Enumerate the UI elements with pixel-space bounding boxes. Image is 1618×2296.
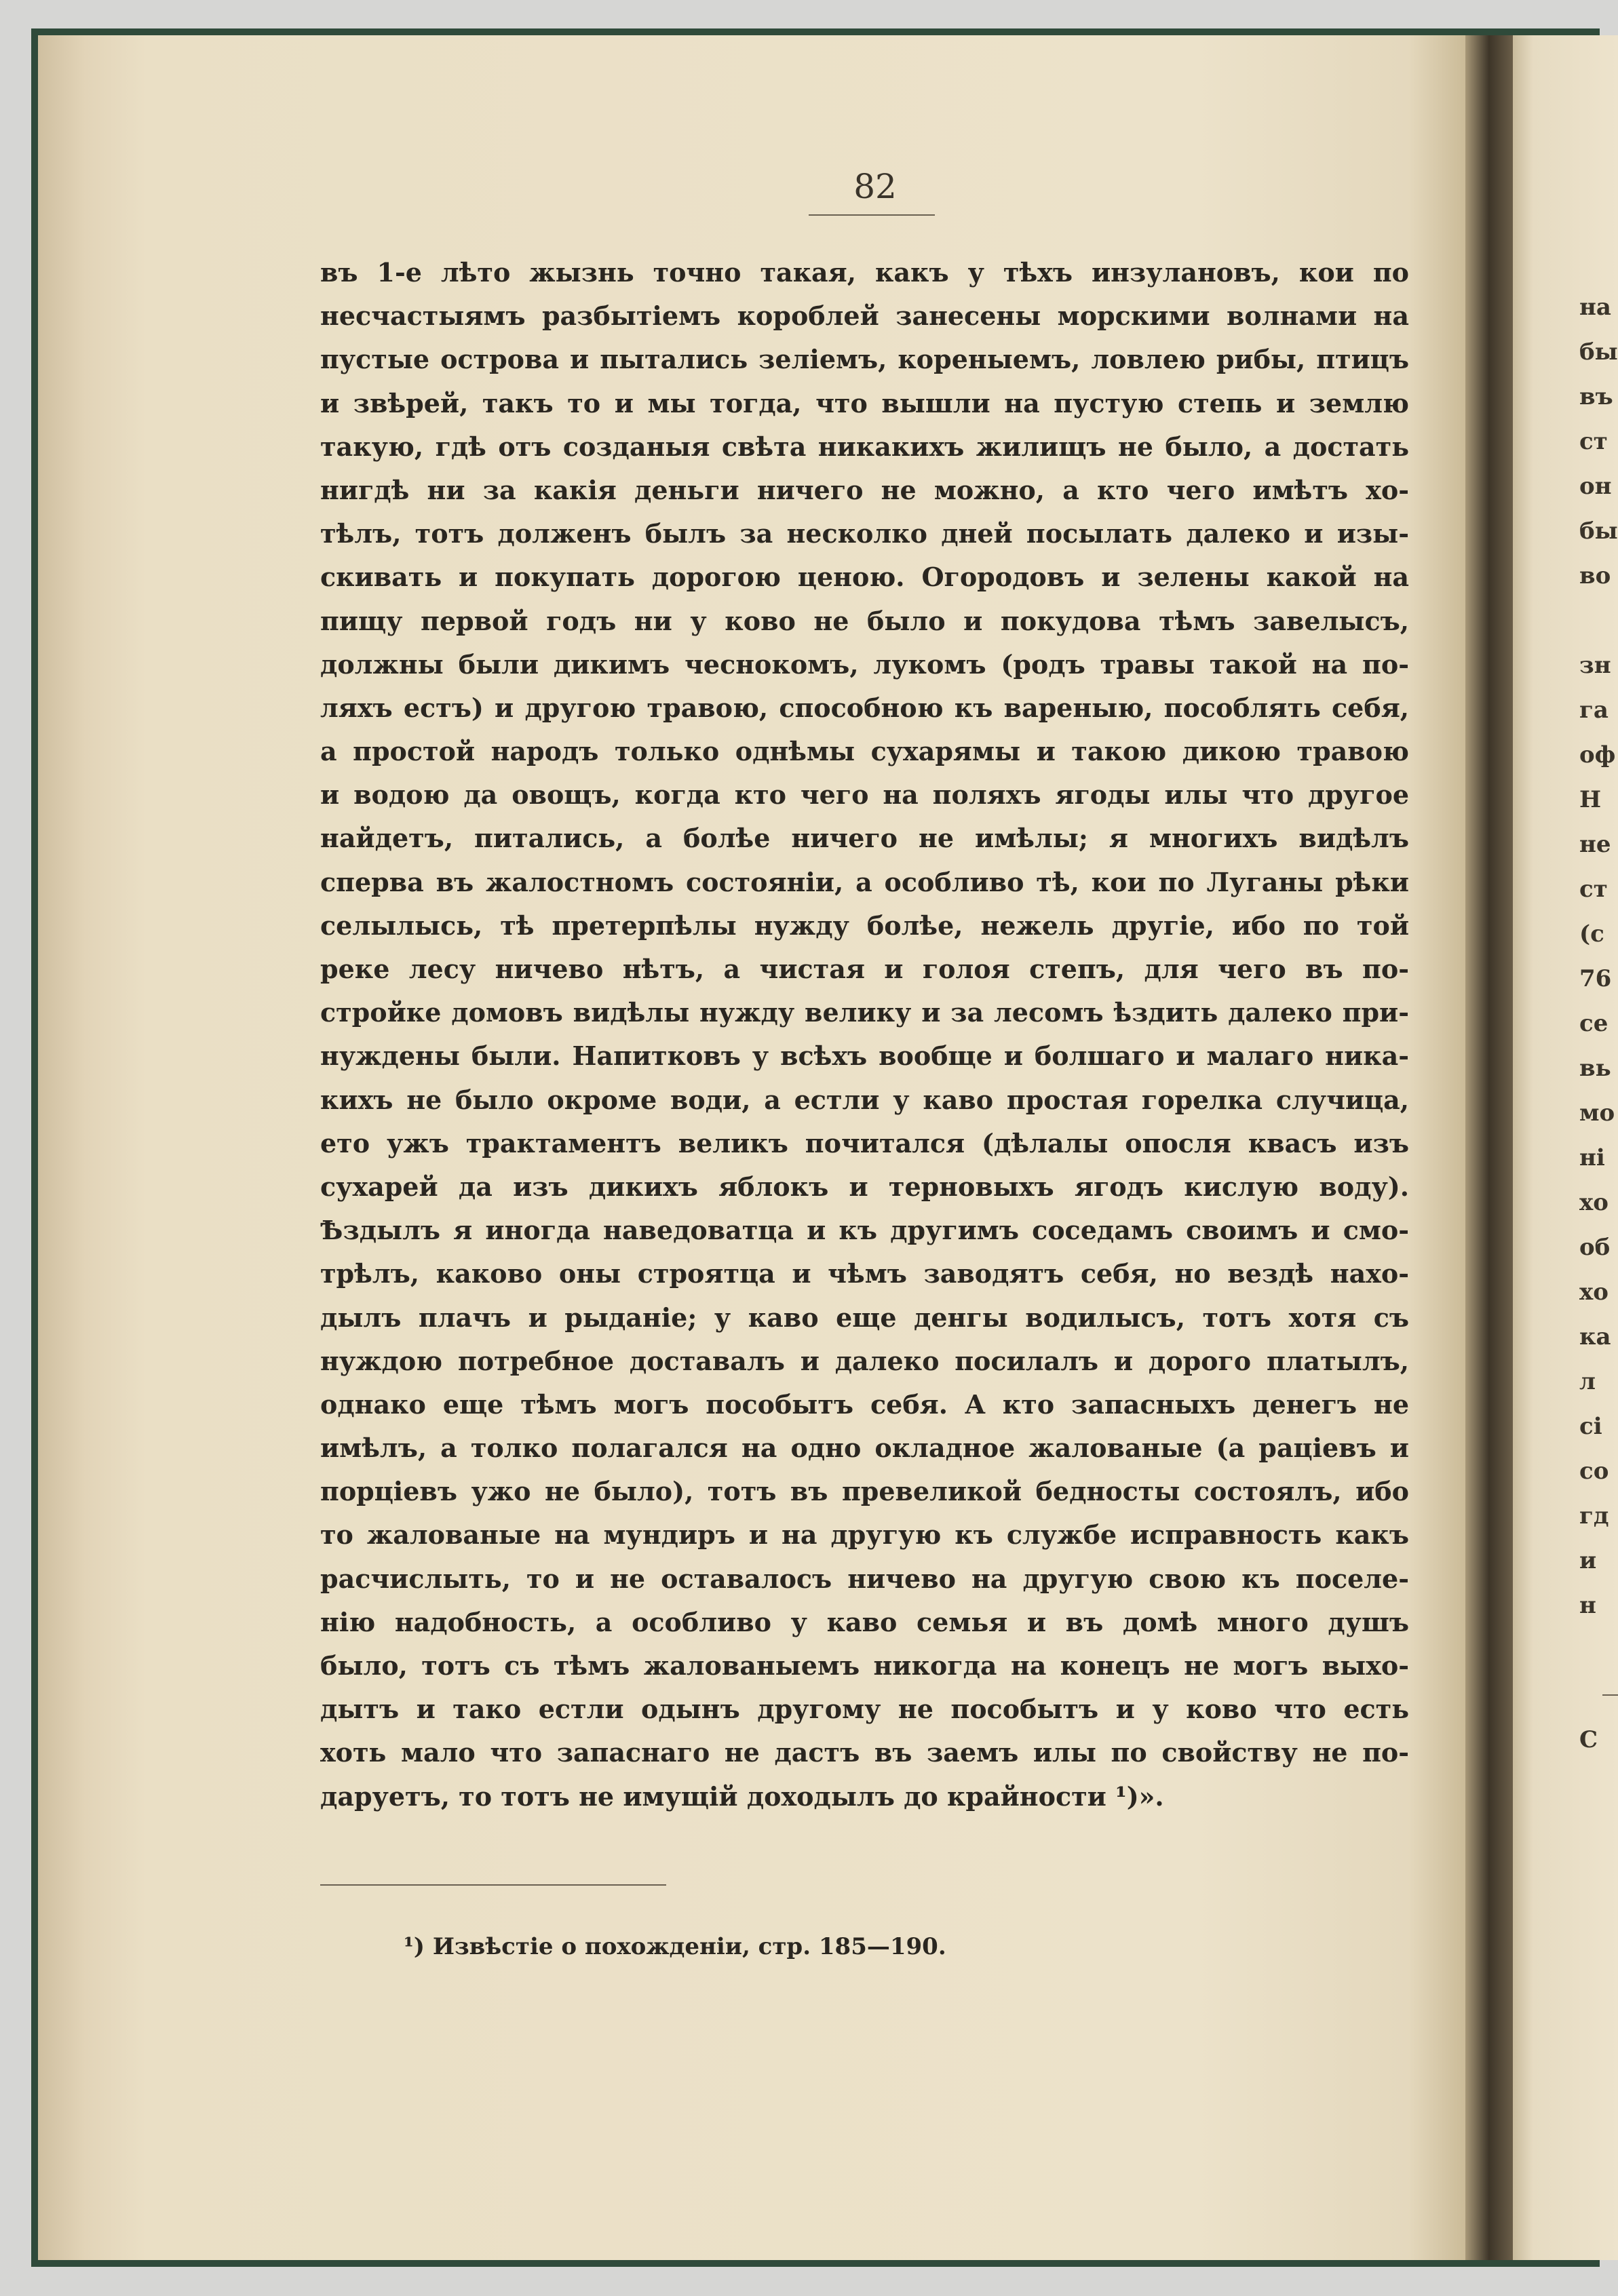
text-line: расчислыть, то и не оставалосъ ничево на другую свою къ поселе- [320, 1563, 1409, 1594]
facing-page-text [1579, 285, 1618, 1762]
facing-fragment: Н [1579, 786, 1602, 813]
text-line: стройке домовъ видѣлы нужду велику и за лесомъ ѣздить далеко при- [320, 997, 1409, 1028]
facing-fragment: сі [1579, 1413, 1602, 1440]
text-line: то жалованые на мундиръ и на другую къ службе исправность какъ [320, 1519, 1409, 1551]
text-line: трѣлъ, каково оны строятца и чѣмъ заводятъ себя, но вездѣ нахо- [320, 1258, 1409, 1289]
facing-fragment: хо [1579, 1279, 1609, 1306]
facing-fragment: он [1579, 473, 1612, 500]
facing-fragment: зн [1579, 652, 1611, 679]
text-line: нуждою потребное доставалъ и далеко посилалъ и дорого платылъ, [320, 1345, 1409, 1376]
text-line: сперва въ жалостномъ состояніи, а особливо тѣ, кои по Луганы рѣки [320, 866, 1409, 897]
text-line: имѣлъ, а толко полагался на одно окладное жалованые (а раціевъ и [320, 1433, 1409, 1464]
facing-fragment: вь [1579, 1055, 1611, 1082]
facing-fragment: С [1579, 1726, 1598, 1753]
text-line: пищу первой годъ ни у ково не было и покудова тѣмъ завелысъ, [320, 605, 1409, 636]
page-number-rule [809, 214, 935, 216]
page-number: 82 [853, 167, 897, 206]
facing-fragment: въ [1579, 383, 1613, 410]
facing-fragment: гд [1579, 1502, 1609, 1530]
text-line: и водою да овощъ, когда кто чего на поляхъ ягоды илы что другое [320, 779, 1409, 811]
facing-fragment: се [1579, 1010, 1609, 1037]
footnote: ¹) Извѣстіе о похожденіи, стр. 185—190. [404, 1933, 946, 1960]
facing-fragment: 76 [1579, 965, 1612, 992]
text-line: было, тотъ съ тѣмъ жалованыемъ никогда на конецъ не могъ выхо- [320, 1650, 1409, 1681]
text-line: въ 1-е лѣто жызнь точно такая, какъ у тѣхъ инзулановъ, кои по [320, 257, 1409, 288]
text-line: сухарей да изъ дикихъ яблокъ и терновыхъ ягодъ кислую воду). [320, 1171, 1409, 1202]
facing-fragment: бы [1579, 518, 1618, 545]
text-line: дылъ плачъ и рыданіе; у каво еще денгы водилысъ, тотъ хотя съ [320, 1302, 1409, 1333]
text-line: тѣлъ, тотъ долженъ былъ за несколко дней посылать далеко и изы- [320, 518, 1409, 549]
facing-fragment: и [1579, 1547, 1597, 1574]
book-gutter [1465, 35, 1513, 2260]
text-line: порціевъ ужо не было), тотъ въ превеликой бедносты состоялъ, ибо [320, 1476, 1409, 1507]
text-line: нію надобность, а особливо у каво семья и въ домѣ много душъ [320, 1606, 1409, 1637]
text-line: Ѣздылъ я иногда наведоватца и къ другимъ соседамъ своимъ и смо- [320, 1215, 1409, 1246]
facing-fragment: бы [1579, 338, 1618, 366]
facing-fragment: (с [1579, 920, 1604, 948]
text-line: ето ужъ трактаментъ великъ почитался (дѣлалы опосля квасъ изъ [320, 1127, 1409, 1159]
text-line: пустые острова и пытались зеліемъ, кореныемъ, ловлею рибы, птицъ [320, 344, 1409, 375]
facing-fragment [1579, 1628, 1618, 1673]
text-line: дытъ и тако естли одынъ другому не пособытъ и у ково что есть [320, 1694, 1409, 1725]
text-line: скивать и покупать дорогою ценою. Огородовъ и зелены какой на [320, 562, 1409, 593]
text-line: несчастыямъ разбытіемъ короблей занесены морскими волнами на [320, 300, 1409, 332]
text-line: ляхъ естъ) и другою травою, способною къ вареныю, пособлять себя, [320, 692, 1409, 723]
text-line: даруетъ, то тотъ не имущій доходылъ до крайности ¹)». [320, 1781, 1164, 1812]
text-line: хоть мало что запаснаго не дастъ въ заемъ илы по свойству не по- [320, 1737, 1409, 1768]
facing-page-rule [1602, 1694, 1618, 1696]
facing-fragment: ні [1579, 1144, 1605, 1171]
facing-fragment: га [1579, 697, 1609, 724]
text-line: кихъ не было окроме води, а естли у каво простая горелка случица, [320, 1084, 1409, 1115]
text-line: должны были дикимъ чеснокомъ, лукомъ (родъ травы такой на по- [320, 648, 1409, 680]
facing-fragment: на [1579, 294, 1611, 321]
facing-fragment [1579, 598, 1618, 643]
facing-fragment: ка [1579, 1323, 1611, 1350]
text-line: а простой народъ только однѣмы сухарямы и такою дикою травою [320, 736, 1409, 767]
footnote-rule [320, 1884, 666, 1886]
text-line: найдетъ, питались, а болѣе ничего не имѣлы; я многихъ видѣлъ [320, 823, 1409, 854]
facing-fragment: не [1579, 831, 1611, 858]
text-line: селылысь, тѣ претерпѣлы нужду болѣе, нежель другіе, ибо по той [320, 910, 1409, 941]
facing-fragment: ст [1579, 876, 1608, 903]
facing-fragment: со [1579, 1458, 1609, 1485]
facing-fragment: оф [1579, 741, 1616, 768]
facing-fragment: во [1579, 562, 1611, 589]
facing-fragment: л [1579, 1368, 1596, 1395]
text-line: нигдѣ ни за какія деньги ничего не можно, а кто чего имѣтъ хо- [320, 474, 1409, 505]
text-line: реке лесу ничево нѣтъ, а чистая и голоя степъ, для чего въ по- [320, 954, 1409, 984]
facing-fragment: об [1579, 1234, 1611, 1261]
body-text [320, 251, 1409, 1818]
text-line: и звѣрей, такъ то и мы тогда, что вышли на пустую степь и землю [320, 387, 1409, 419]
facing-fragment: хо [1579, 1189, 1609, 1216]
facing-fragment: н [1579, 1592, 1596, 1619]
text-line: такую, гдѣ отъ созданыя свѣта никакихъ жилищъ не было, а достать [320, 431, 1409, 462]
text-line: нуждены были. Напитковъ у всѣхъ вообще и болшаго и малаго ника- [320, 1040, 1409, 1072]
text-line: однако еще тѣмъ могъ пособытъ себя. А кто запасныхъ денегъ не [320, 1388, 1409, 1420]
facing-fragment: ст [1579, 428, 1608, 455]
facing-fragment: мо [1579, 1100, 1615, 1127]
